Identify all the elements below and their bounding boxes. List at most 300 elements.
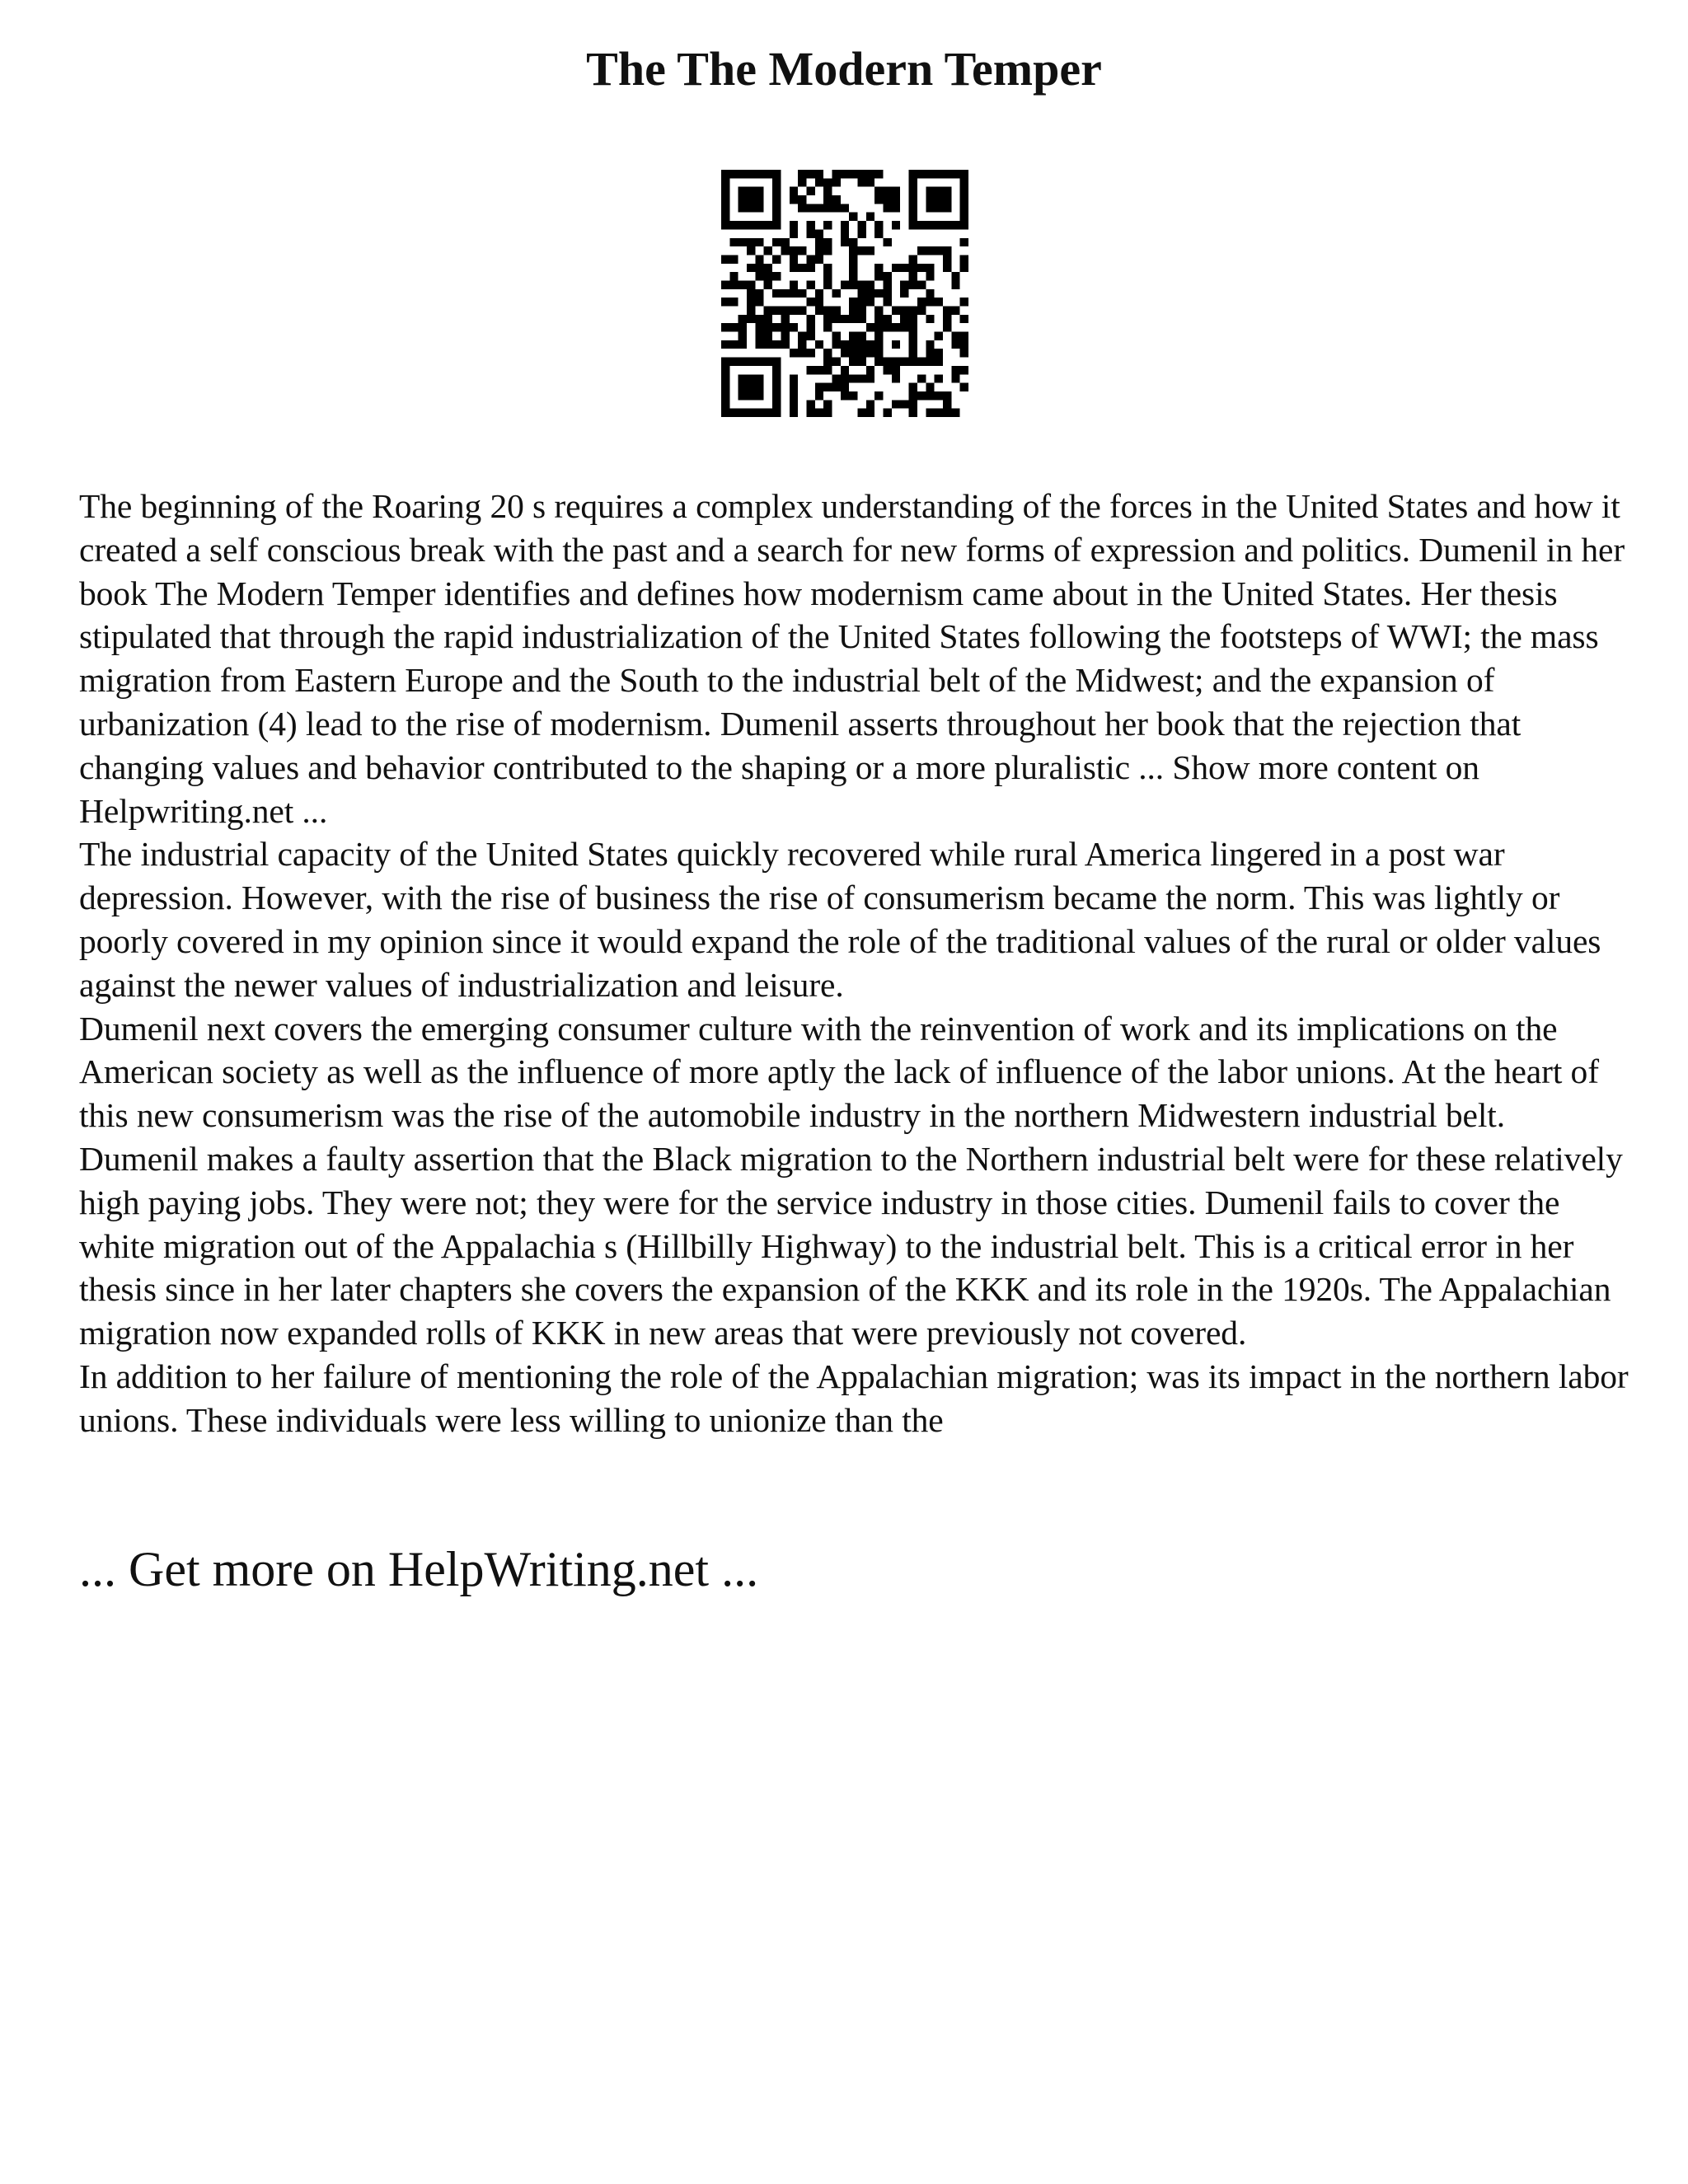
qr-module (874, 195, 883, 204)
qr-module (781, 289, 789, 298)
qr-module (729, 340, 738, 349)
qr-module (858, 409, 866, 417)
qr-module (943, 307, 951, 315)
qr-module (858, 280, 866, 288)
qr-module (815, 246, 823, 255)
qr-module (815, 170, 823, 178)
qr-module (721, 213, 729, 221)
qr-module (874, 349, 883, 357)
qr-module (755, 255, 763, 263)
qr-module (806, 255, 814, 263)
qr-module (806, 170, 814, 178)
qr-module (892, 264, 900, 272)
qr-module (841, 374, 849, 382)
qr-module (943, 170, 951, 178)
qr-module (721, 204, 729, 212)
qr-module (790, 391, 798, 400)
qr-module (960, 195, 968, 204)
qr-module (790, 323, 798, 331)
qr-module (943, 315, 951, 323)
qr-module (849, 358, 857, 366)
qr-module (926, 383, 934, 391)
qr-module (729, 298, 738, 306)
qr-module (806, 332, 814, 340)
qr-module (738, 358, 747, 366)
qr-module (772, 391, 781, 400)
qr-module (841, 383, 849, 391)
qr-module (909, 178, 917, 186)
qr-module (790, 280, 798, 288)
qr-module (747, 289, 755, 298)
qr-module (884, 409, 892, 417)
get-more-link[interactable]: ... Get more on HelpWriting.net ... (79, 1542, 759, 1596)
qr-module (935, 298, 943, 306)
qr-module (729, 221, 738, 229)
qr-module (781, 238, 789, 246)
qr-module (772, 178, 781, 186)
qr-module (790, 289, 798, 298)
qr-module (738, 409, 747, 417)
qr-module (909, 204, 917, 212)
qr-module (764, 272, 772, 280)
qr-module (935, 391, 943, 400)
qr-module (806, 298, 814, 306)
qr-module (866, 349, 874, 357)
qr-module (738, 315, 747, 323)
qr-module (772, 340, 781, 349)
qr-module (849, 332, 857, 340)
qr-module (909, 280, 917, 288)
qr-module (874, 289, 883, 298)
qr-module (909, 349, 917, 357)
qr-module (935, 187, 943, 195)
qr-module (960, 332, 968, 340)
qr-module (841, 229, 849, 237)
qr-module (764, 264, 772, 272)
qr-module (858, 221, 866, 229)
qr-module (772, 323, 781, 331)
qr-module (747, 307, 755, 315)
qr-module (823, 187, 832, 195)
qr-module (755, 409, 763, 417)
qr-module (721, 366, 729, 374)
qr-module (772, 307, 781, 315)
qr-module (790, 221, 798, 229)
qr-module (866, 366, 874, 374)
qr-module (721, 358, 729, 366)
qr-module (841, 221, 849, 229)
qr-module (764, 170, 772, 178)
qr-module (960, 366, 968, 374)
qr-module (909, 255, 917, 263)
qr-module (755, 340, 763, 349)
qr-module (772, 238, 781, 246)
qr-module (721, 340, 729, 349)
qr-module (815, 307, 823, 315)
qr-module (858, 298, 866, 306)
qr-module (738, 323, 747, 331)
qr-module (738, 221, 747, 229)
qr-module (781, 315, 789, 323)
qr-module (772, 170, 781, 178)
qr-code-icon[interactable] (721, 170, 968, 417)
qr-module (738, 195, 747, 204)
qr-module (721, 323, 729, 331)
qr-module (917, 264, 926, 272)
paragraph-2: The industrial capacity of the United States quickly recovered while rural America lingered in a post war depression. However, with the rise of business the rise of consumerism became the norm. This was lightly or poorly covered in my opinion since it would expand the role of the traditional values of the rural or older values against the newer values of industrialization and leisure. (79, 835, 1601, 1004)
qr-module (935, 332, 943, 340)
qr-module (841, 340, 849, 349)
qr-module (960, 298, 968, 306)
qr-module (858, 178, 866, 186)
qr-module (892, 374, 900, 382)
qr-module (849, 307, 857, 315)
qr-module (849, 238, 857, 246)
qr-module (832, 289, 840, 298)
qr-module (772, 289, 781, 298)
qr-module (738, 280, 747, 288)
qr-module (823, 204, 832, 212)
qr-module (866, 280, 874, 288)
qr-module (900, 400, 908, 408)
qr-module (747, 280, 755, 288)
qr-module (832, 195, 840, 204)
qr-module (849, 170, 857, 178)
qr-module (892, 221, 900, 229)
qr-module (806, 323, 814, 331)
qr-module (738, 391, 747, 400)
qr-module (729, 255, 738, 263)
qr-module (909, 315, 917, 323)
qr-module (943, 187, 951, 195)
qr-module (866, 246, 874, 255)
qr-module (858, 229, 866, 237)
qr-module (892, 195, 900, 204)
qr-module (747, 383, 755, 391)
qr-module (935, 349, 943, 357)
qr-module (951, 307, 959, 315)
qr-module (798, 178, 806, 186)
qr-module (755, 170, 763, 178)
qr-module (772, 374, 781, 382)
qr-module (790, 349, 798, 357)
qr-module (832, 178, 840, 186)
qr-module (815, 255, 823, 263)
qr-module (772, 409, 781, 417)
qr-module (823, 323, 832, 331)
qr-module (755, 289, 763, 298)
qr-module (935, 358, 943, 366)
qr-module (926, 358, 934, 366)
qr-module (798, 246, 806, 255)
qr-module (806, 315, 814, 323)
qr-module (874, 332, 883, 340)
qr-module (747, 221, 755, 229)
qr-module (943, 409, 951, 417)
paragraph-4: In addition to her failure of mentioning the role of the Appalachian migration; was its impact in the northern labor unions. These individuals were less willing to unionize than the (79, 1357, 1629, 1439)
qr-module (909, 213, 917, 221)
qr-module (849, 298, 857, 306)
qr-module (960, 187, 968, 195)
qr-code-graphic (721, 170, 968, 417)
qr-module (729, 272, 738, 280)
qr-module (951, 272, 959, 280)
qr-module (926, 340, 934, 349)
qr-module (892, 323, 900, 331)
qr-module (926, 391, 934, 400)
qr-module (866, 409, 874, 417)
qr-module (849, 374, 857, 382)
qr-module (909, 332, 917, 340)
qr-module (747, 170, 755, 178)
qr-module (909, 323, 917, 331)
qr-module (823, 246, 832, 255)
qr-module (943, 391, 951, 400)
qr-module (960, 170, 968, 178)
qr-module (815, 409, 823, 417)
qr-module (841, 315, 849, 323)
qr-module (892, 307, 900, 315)
qr-module (841, 238, 849, 246)
qr-module (900, 358, 908, 366)
qr-module (738, 383, 747, 391)
qr-module (926, 170, 934, 178)
qr-module (755, 332, 763, 340)
qr-module (935, 170, 943, 178)
qr-module (909, 400, 917, 408)
qr-module (738, 187, 747, 195)
qr-module (738, 238, 747, 246)
qr-module (858, 315, 866, 323)
qr-module (909, 340, 917, 349)
qr-module (815, 366, 823, 374)
qr-module (755, 204, 763, 212)
qr-module (943, 264, 951, 272)
qr-module (755, 298, 763, 306)
qr-module (806, 280, 814, 288)
qr-module (764, 332, 772, 340)
qr-module (721, 391, 729, 400)
qr-module (790, 195, 798, 204)
qr-module (909, 221, 917, 229)
qr-module (892, 358, 900, 366)
qr-module (721, 178, 729, 186)
qr-module (764, 323, 772, 331)
qr-module (874, 358, 883, 366)
qr-module (935, 221, 943, 229)
qr-module (755, 238, 763, 246)
qr-module (790, 400, 798, 408)
qr-module (858, 349, 866, 357)
qr-module (747, 238, 755, 246)
qr-module (935, 409, 943, 417)
qr-module (892, 366, 900, 374)
qr-module (917, 298, 926, 306)
qr-module (772, 358, 781, 366)
qr-module (874, 187, 883, 195)
qr-module (960, 255, 968, 263)
document-body (79, 485, 1629, 1442)
qr-module (858, 170, 866, 178)
qr-module (764, 280, 772, 288)
qr-module (747, 391, 755, 400)
qr-module (832, 374, 840, 382)
qr-module (823, 178, 832, 186)
qr-module (917, 221, 926, 229)
qr-module (747, 298, 755, 306)
qr-module (960, 383, 968, 391)
qr-module (900, 323, 908, 331)
qr-module (917, 280, 926, 288)
qr-module (892, 204, 900, 212)
qr-module (806, 229, 814, 237)
qr-module (764, 221, 772, 229)
qr-module (884, 204, 892, 212)
qr-module (866, 289, 874, 298)
qr-module (790, 229, 798, 237)
qr-module (806, 221, 814, 229)
qr-module (823, 280, 832, 288)
qr-module (917, 307, 926, 315)
qr-module (755, 195, 763, 204)
qr-module (815, 340, 823, 349)
qr-module (926, 221, 934, 229)
qr-module (798, 204, 806, 212)
qr-module (866, 323, 874, 331)
qr-module (960, 349, 968, 357)
qr-module (960, 213, 968, 221)
paragraph-1: The beginning of the Roaring 20 s requires a complex understanding of the forces in the United States and how it created a self conscious break with the past and a search for new forms of expression and politics. Dumenil in her book The Modern Temper identifies and defines how modernism came about in the United States. Her thesis stipulated that through the rapid industrialization of the United States following the footsteps of WWI; the mass migration from Eastern Europe and the South to the industrial belt of the Midwest; and the expansion of urbanization (4) lead to the rise of modernism. Dumenil asserts throughout her book that the rejection that changing values and behavior contributed to the shaping or a more pluralistic ... Show more content on Helpwriting.net ... (79, 487, 1625, 830)
qr-module (841, 280, 849, 288)
qr-module (849, 255, 857, 263)
qr-module (772, 272, 781, 280)
qr-module (909, 383, 917, 391)
qr-module (721, 374, 729, 382)
qr-module (874, 229, 883, 237)
qr-module (823, 358, 832, 366)
qr-module (790, 187, 798, 195)
qr-module (832, 315, 840, 323)
qr-module (884, 298, 892, 306)
qr-module (943, 246, 951, 255)
qr-module (866, 340, 874, 349)
qr-module (764, 307, 772, 315)
qr-module (755, 264, 763, 272)
qr-module (874, 315, 883, 323)
qr-module (832, 358, 840, 366)
qr-module (900, 264, 908, 272)
qr-module (926, 349, 934, 357)
qr-module (884, 187, 892, 195)
qr-module (917, 391, 926, 400)
qr-module (951, 332, 959, 340)
qr-module (815, 238, 823, 246)
qr-module (849, 246, 857, 255)
qr-module (884, 272, 892, 280)
qr-module (747, 315, 755, 323)
qr-module (806, 409, 814, 417)
qr-module (823, 221, 832, 229)
qr-module (832, 383, 840, 391)
qr-module (884, 315, 892, 323)
qr-module (755, 323, 763, 331)
qr-module (772, 187, 781, 195)
qr-module (900, 280, 908, 288)
qr-module (866, 213, 874, 221)
page-title: The The Modern Temper (586, 42, 1102, 96)
qr-module (806, 204, 814, 212)
qr-module (926, 264, 934, 272)
qr-module (884, 280, 892, 288)
qr-module (909, 409, 917, 417)
qr-module (909, 391, 917, 400)
qr-module (755, 358, 763, 366)
qr-module (892, 187, 900, 195)
qr-module (917, 374, 926, 382)
qr-module (900, 307, 908, 315)
qr-module (823, 195, 832, 204)
qr-module (917, 358, 926, 366)
qr-module (729, 409, 738, 417)
qr-module (951, 409, 959, 417)
qr-module (772, 195, 781, 204)
qr-module (721, 383, 729, 391)
qr-module (960, 315, 968, 323)
qr-module (755, 187, 763, 195)
qr-module (823, 264, 832, 272)
qr-module (738, 170, 747, 178)
qr-module (729, 323, 738, 331)
qr-module (790, 383, 798, 391)
qr-module (755, 374, 763, 382)
qr-module (798, 289, 806, 298)
qr-module (960, 178, 968, 186)
qr-module (874, 391, 883, 400)
qr-module (823, 366, 832, 374)
qr-module (823, 272, 832, 280)
qr-module (909, 187, 917, 195)
qr-module (815, 391, 823, 400)
qr-module (798, 307, 806, 315)
qr-module (926, 204, 934, 212)
qr-module (747, 264, 755, 272)
qr-module (772, 213, 781, 221)
qr-module (849, 340, 857, 349)
qr-module (926, 298, 934, 306)
qr-module (815, 298, 823, 306)
qr-module (951, 170, 959, 178)
qr-module (866, 298, 874, 306)
qr-module (832, 170, 840, 178)
qr-module (738, 204, 747, 212)
qr-module (858, 246, 866, 255)
qr-module (951, 366, 959, 374)
qr-module (721, 400, 729, 408)
qr-module (790, 246, 798, 255)
qr-module (960, 340, 968, 349)
qr-module (823, 409, 832, 417)
qr-module (884, 323, 892, 331)
qr-module (790, 409, 798, 417)
qr-module (815, 383, 823, 391)
qr-module (849, 264, 857, 272)
qr-module (729, 358, 738, 366)
qr-module (909, 358, 917, 366)
qr-module (823, 383, 832, 391)
qr-module (721, 187, 729, 195)
qr-module (729, 238, 738, 246)
qr-module (884, 289, 892, 298)
